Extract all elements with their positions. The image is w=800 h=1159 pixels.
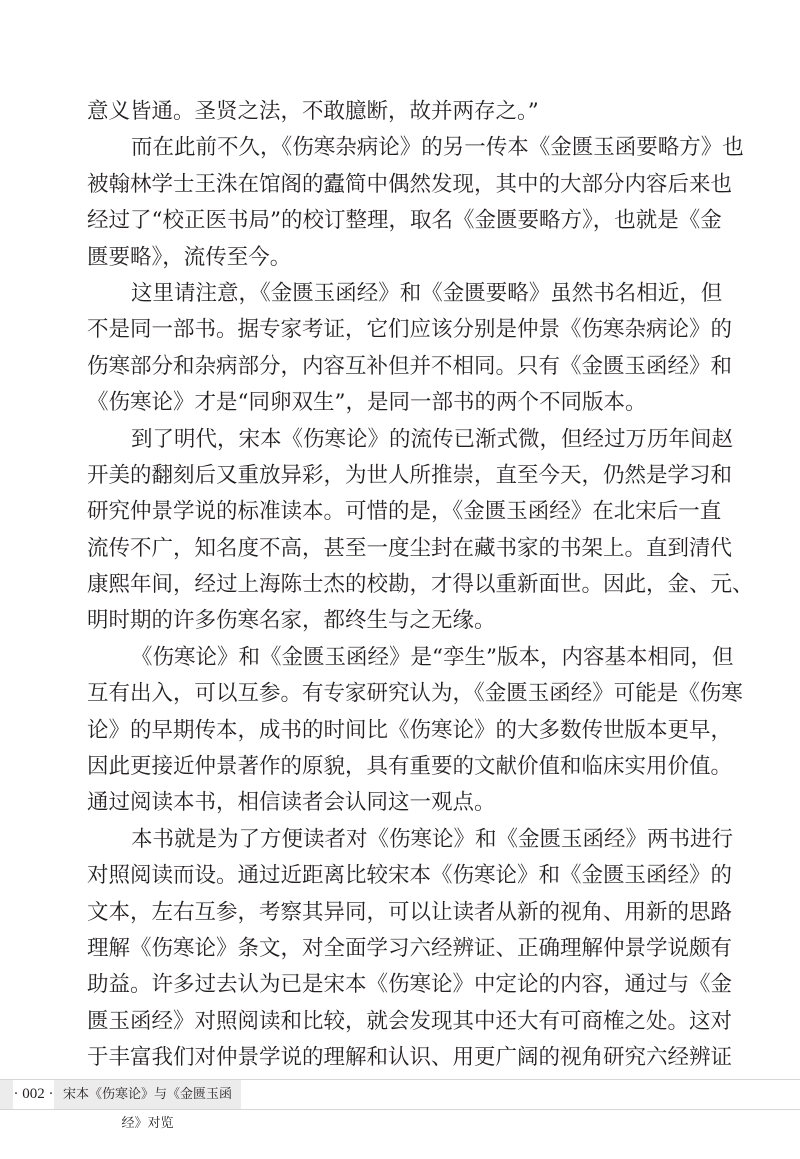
footer-edge-band [0, 1080, 13, 1109]
text-line: 流传不广，知名度不高，甚至一度尘封在藏书家的书架上。直到清代 [87, 535, 733, 561]
text-line: 本书就是为了方便读者对《伤寒论》和《金匮玉函经》两书进行 [131, 826, 734, 852]
text-line: 互有出入，可以互参。有专家研究认为，《金匮玉函经》可能是《伤寒 [87, 681, 743, 707]
page-number: · 002 · [13, 1086, 54, 1102]
text-line: 经过了“校正医书局”的校订整理，取名《金匮要略方》，也就是《金 [87, 208, 722, 234]
text-line: 对照阅读而设。通过近距离比较宋本《伤寒论》和《金匮玉函经》的 [87, 863, 733, 889]
text-line: 康熙年间，经过上海陈士杰的校勘，才得以重新面世。因此，金、元、 [87, 572, 754, 598]
text-line: 因此更接近仲景著作的原貌，具有重要的文献价值和临床实用价值。 [87, 754, 733, 780]
text-line: 助益。许多过去认为已是宋本《伤寒论》中定论的内容，通过与《金 [87, 972, 733, 998]
text-line: 匮玉函经》对照阅读和比较，就会发现其中还大有可商榷之处。这对 [87, 1008, 733, 1034]
text-line: 被翰林学士王洙在馆阁的蠹简中偶然发现，其中的大部分内容后来也 [87, 171, 733, 197]
paragraph [87, 276, 733, 422]
text-line: 明时期的许多伤寒名家，都终生与之无缘。 [87, 608, 496, 634]
text-line: 匮要略》，流传至今。 [87, 244, 292, 270]
page-footer [0, 1079, 800, 1131]
text-line: 到了明代，宋本《伤寒论》的流传已渐式微，但经过万历年间赵 [131, 426, 734, 452]
text-line: 论》的早期传本，成书的时间比《伤寒论》的大多数传世版本更早， [87, 717, 733, 743]
paragraph [87, 130, 744, 276]
text-line: 不是同一部书。据专家考证，它们应该分别是仲景《伤寒杂病论》的 [87, 317, 733, 343]
paragraph [87, 94, 693, 130]
text-line: 《伤寒论》才是“同卵双生”，是同一部书的两个不同版本。 [87, 390, 647, 416]
text-line: 开美的翻刻后又重放异彩，为世人所推崇，直至今天，仍然是学习和 [87, 462, 733, 488]
text-line: 研究仲景学说的标准读本。可惜的是，《金匮玉函经》在北宋后一直 [87, 499, 722, 525]
paragraph [87, 422, 754, 640]
text-line: 而在此前不久，《伤寒杂病论》的另一传本《金匮玉函要略方》也 [131, 135, 744, 161]
text-line: 于丰富我们对仲景学说的理解和认识、用更广阔的视角研究六经辨证 [87, 1045, 733, 1071]
text-line: 文本，左右互参，考察其异同，可以让读者从新的视角、用新的思路 [87, 899, 733, 925]
text-line: 《伤寒论》和《金匮玉函经》是“孪生”版本，内容基本相同，但 [131, 644, 734, 670]
text-line: 意义皆通。圣贤之法，不敢臆断，故并两存之。” [87, 99, 539, 124]
paragraph [87, 640, 743, 822]
text-line: 通过阅读本书，相信读者会认同这一观点。 [87, 790, 496, 816]
paragraph [87, 822, 734, 1077]
text-line: 这里请注意，《金匮玉函经》和《金匮要略》虽然书名相近，但 [131, 280, 723, 306]
text-line: 理解《伤寒论》条文，对全面学习六经辨证、正确理解仲景学说颇有 [87, 935, 733, 961]
body-text [87, 94, 754, 1077]
running-title: 宋本《伤寒论》与《金匮玉函经》对览 [54, 1080, 241, 1109]
text-line: 伤寒部分和杂病部分，内容互补但并不相同。只有《金匮玉函经》和 [87, 353, 733, 379]
